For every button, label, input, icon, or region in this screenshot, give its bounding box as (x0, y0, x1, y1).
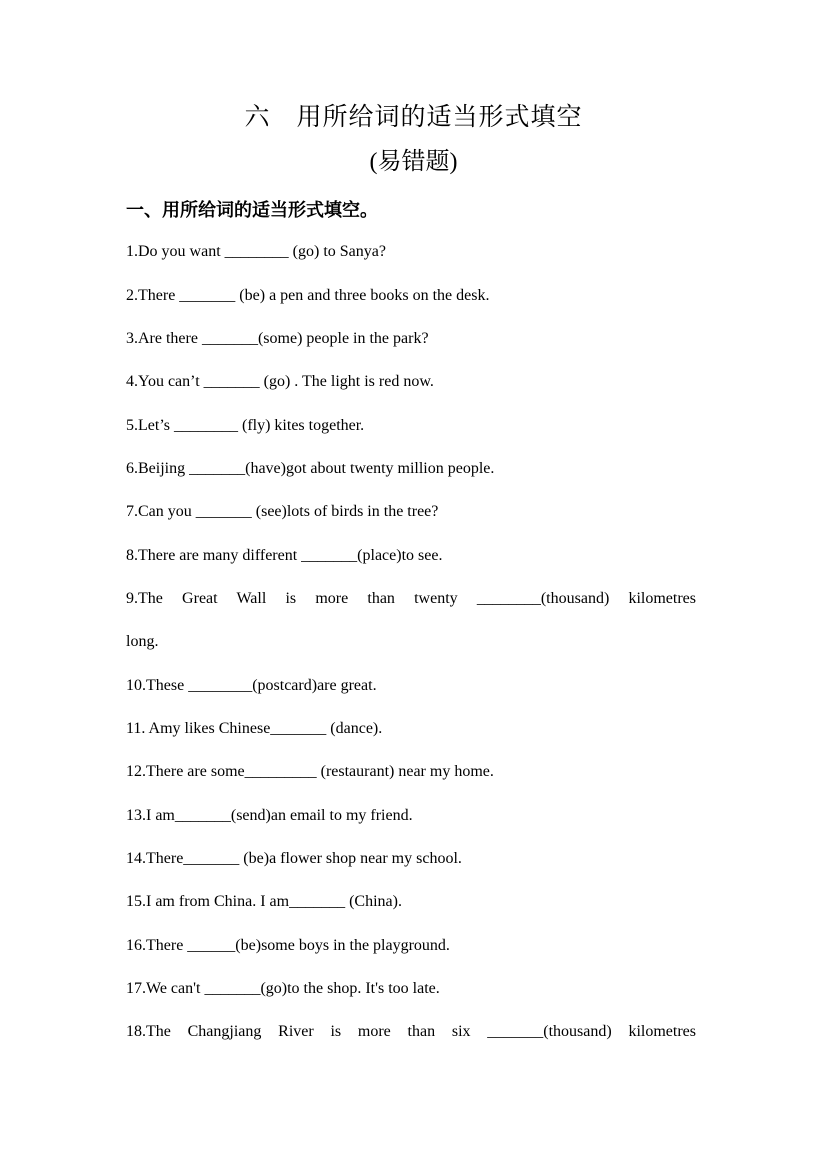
question-17: 17.We can't _______(go)to the shop. It's too late. (126, 980, 440, 997)
question-11: 11. Amy likes Chinese_______ (dance). (126, 720, 383, 737)
question-15: 15.I am from China. I am_______ (China). (126, 893, 402, 910)
question-5: 5.Let’s ________ (fly) kites together. (126, 417, 365, 434)
question-12: 12.There are some_________ (restaurant) near my home. (126, 763, 494, 780)
question-18: 18.The Changjiang River is more than six _______(thousand) kilometres (126, 1023, 696, 1040)
page-subtitle: (易错题) (369, 149, 458, 175)
section-heading: 一、用所给词的适当形式填空。 (126, 200, 378, 220)
question-4: 4.You can’t _______ (go) . The light is red now. (126, 373, 434, 390)
question-13: 13.I am_______(send)an email to my friend. (126, 807, 413, 824)
question-8: 8.There are many different _______(place)to see. (126, 547, 443, 564)
question-16: 16.There ______(be)some boys in the playground. (126, 937, 450, 954)
question-7: 7.Can you _______ (see)lots of birds in the tree? (126, 503, 439, 520)
question-9: 9.The Great Wall is more than twenty ________(thousand) kilometres (126, 590, 696, 607)
page-title: 六 用所给词的适当形式填空 (244, 104, 583, 131)
question-2: 2.There _______ (be) a pen and three books on the desk. (126, 287, 490, 304)
question-9-continuation: long. (126, 633, 159, 650)
question-3: 3.Are there _______(some) people in the park? (126, 330, 429, 347)
question-14: 14.There_______ (be)a flower shop near my school. (126, 850, 462, 867)
question-1: 1.Do you want ________ (go) to Sanya? (126, 243, 386, 260)
question-6: 6.Beijing _______(have)got about twenty million people. (126, 460, 495, 477)
question-10: 10.These ________(postcard)are great. (126, 677, 377, 694)
